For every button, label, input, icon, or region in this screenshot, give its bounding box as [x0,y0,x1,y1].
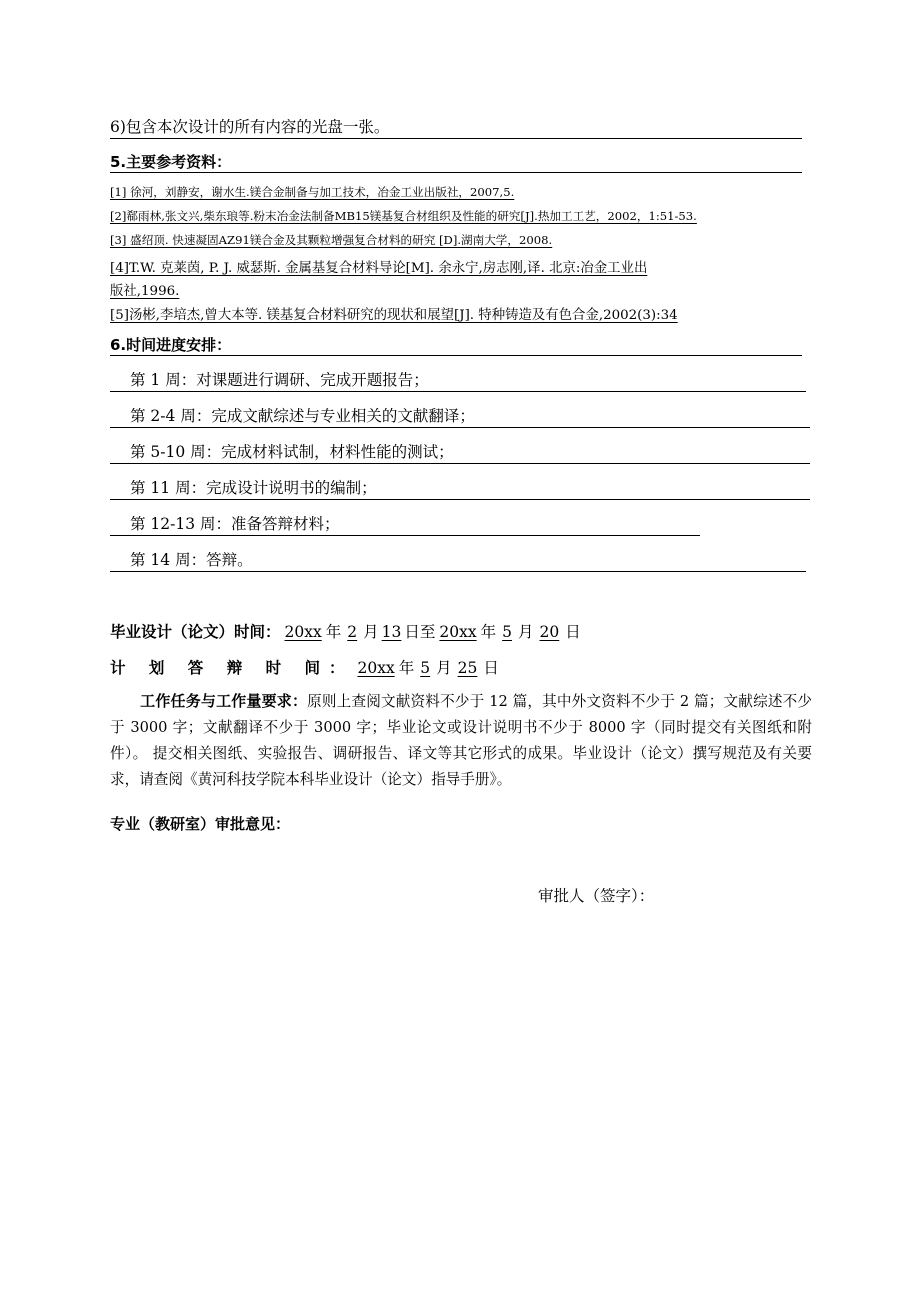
workload-requirements [110,688,812,793]
defense-time-label: 计 划 答 辩 时 间： [110,659,354,677]
requirement-item-6: 6)包含本次设计的所有内容的光盘一张。 [110,120,802,139]
workload-label: 工作任务与工作量要求： [140,692,308,710]
approver-signature-label: 审批人（签字）： [538,887,655,905]
design-period-label: 毕业设计（论文）时间： [110,623,281,641]
reference-4-line-2: 版社,1996. [110,284,180,299]
defense-time: 计 划 答 辩 时 间： 20xx 年 5 月 25 日 [110,659,499,677]
references-heading: 5.主要参考资料： [110,155,802,173]
schedule-week-14: 第 14 周：答辩。 [110,553,806,572]
schedule-week-5-10: 第 5-10 周：完成材料试制，材料性能的测试； [110,445,810,464]
reference-5: [5]汤彬,李培杰,曾大本等. 镁基复合材料研究的现状和展望[J]. 特种铸造及有色合金,2002(3):34 [110,308,678,323]
reference-3: [3] 盛绍顶. 快速凝固AZ91镁合金及其颗粒增强复合材料的研究 [D].湖南大学，2008. [110,233,553,247]
reference-2: [2]郗雨林,张文兴,柴东琅等.粉末冶金法制备MB15镁基复合材组织及性能的研究[J].热加工工艺，2002，1:51-53. [110,209,697,223]
design-period: 毕业设计（论文）时间： 20xx 年 2 月 13 日至 20xx 年 5 月 20 日 [110,623,581,641]
approval-opinion-label: 专业（教研室）审批意见： [110,815,291,833]
schedule-heading: 6.时间进度安排： [110,338,802,356]
workload-text: 原则上查阅文献资料不少于 12 篇，其中外文资料不少于 2 篇；文献综述不少于 3000 字；文献翻译不少于 3000 字；毕业论文或设计说明书不少于 8000 字（同时提交有关图纸和附件）。 提交相关图纸、实验报告、调研报告、译文等其它形式的成果。毕业设计（论文）撰写规范及有关要求，请查阅《黄河科技学院本科毕业设计（论文）指导手册》。 [110,693,812,788]
schedule-week-12-13: 第 12-13 周：准备答辩材料； [110,517,700,536]
schedule-week-11: 第 11 周：完成设计说明书的编制； [110,481,810,500]
reference-4-line-1: [4]T.W. 克莱茵, P. J. 威瑟斯. 金属基复合材料导论[M]. 余永宁,房志刚,译. 北京:冶金工业出 [110,261,648,276]
schedule-week-1: 第 1 周：对课题进行调研、完成开题报告； [110,373,806,392]
reference-1: [1] 徐河，刘静安，谢水生.镁合金制备与加工技术，冶金工业出版社，2007,5. [110,185,515,199]
schedule-week-2-4: 第 2-4 周：完成文献综述与专业相关的文献翻译； [110,409,810,428]
